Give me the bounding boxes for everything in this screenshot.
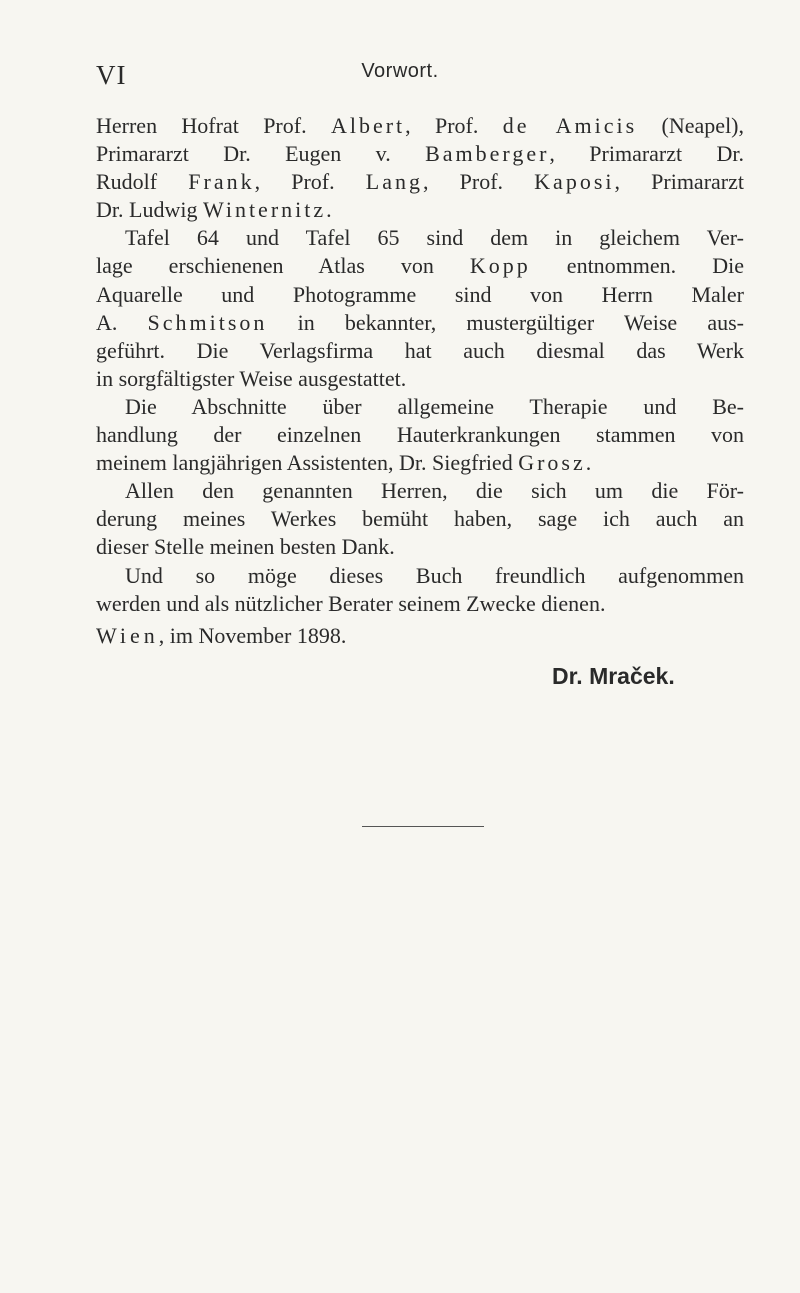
text-line: Und so möge dieses Buch freundlich aufgenommen xyxy=(125,562,744,588)
spaced-name: Lang xyxy=(365,169,423,195)
spaced-name: Grosz xyxy=(518,450,586,476)
spaced-name: Frank xyxy=(188,169,255,195)
paragraph xyxy=(96,562,744,618)
text-line: werden und als nützlicher Berater seinem Zwecke dienen. xyxy=(96,590,606,616)
spaced-name: Schmitson xyxy=(147,309,268,335)
place-date-line xyxy=(96,622,744,650)
text-line: derung meines Werkes bemüht haben, sage ich auch an xyxy=(96,506,744,532)
paragraph xyxy=(96,224,744,393)
text-line: meinem langjährigen Assistenten, Dr. Siegfried Grosz. xyxy=(96,450,592,476)
text-line: Aquarelle und Photogramme sind von Herrn Maler xyxy=(96,281,744,307)
text-line: A. Schmitson in bekannter, mustergültiger Weise aus- xyxy=(96,309,744,335)
text-line: Primararzt Dr. Eugen v. Bamberger, Primararzt Dr. xyxy=(96,141,744,167)
text-line: lage erschienenen Atlas von Kopp entnommen. Die xyxy=(96,253,744,279)
divider-rule xyxy=(362,826,484,827)
spaced-name: Kopp xyxy=(469,253,531,279)
spaced-name: Kaposi xyxy=(534,169,615,195)
spaced-name: Albert xyxy=(330,113,406,138)
running-title: Vorwort. xyxy=(361,60,439,82)
text-line: dieser Stelle meinen besten Dank. xyxy=(96,534,395,560)
text-line: in sorgfältigster Weise ausgestattet. xyxy=(96,365,407,391)
text-line: Die Abschnitte über allgemeine Therapie und Be- xyxy=(125,393,744,419)
preface-text xyxy=(96,112,744,618)
paragraph xyxy=(96,112,744,224)
page-number: VI xyxy=(96,60,127,90)
text-line: Tafel 64 und Tafel 65 sind dem in gleichem Ver- xyxy=(125,225,744,251)
spaced-name: Winternitz xyxy=(202,197,327,223)
spaced-name: Bamberger xyxy=(425,141,550,167)
author-signature: Dr. Mraček. xyxy=(552,663,675,689)
paragraph xyxy=(96,393,744,477)
paragraph xyxy=(96,477,744,561)
text-line: geführt. Die Verlagsfirma hat auch diesmal das Werk xyxy=(96,337,744,363)
text-line: Herren Hofrat Prof. Albert, Prof. de Amicis (Neapel), xyxy=(96,113,745,138)
date-text: , im November 1898. xyxy=(158,623,347,648)
text-line: Allen den genannten Herren, die sich um die För- xyxy=(125,478,744,504)
text-line: Dr. Ludwig Winternitz. xyxy=(96,197,332,223)
text-line: handlung der einzelnen Hauterkrankungen stammen von xyxy=(96,422,744,448)
spaced-name: de Amicis xyxy=(502,113,638,138)
place-name: Wien xyxy=(96,623,159,648)
text-line: Rudolf Frank, Prof. Lang, Prof. Kaposi, Primararzt xyxy=(96,169,744,195)
